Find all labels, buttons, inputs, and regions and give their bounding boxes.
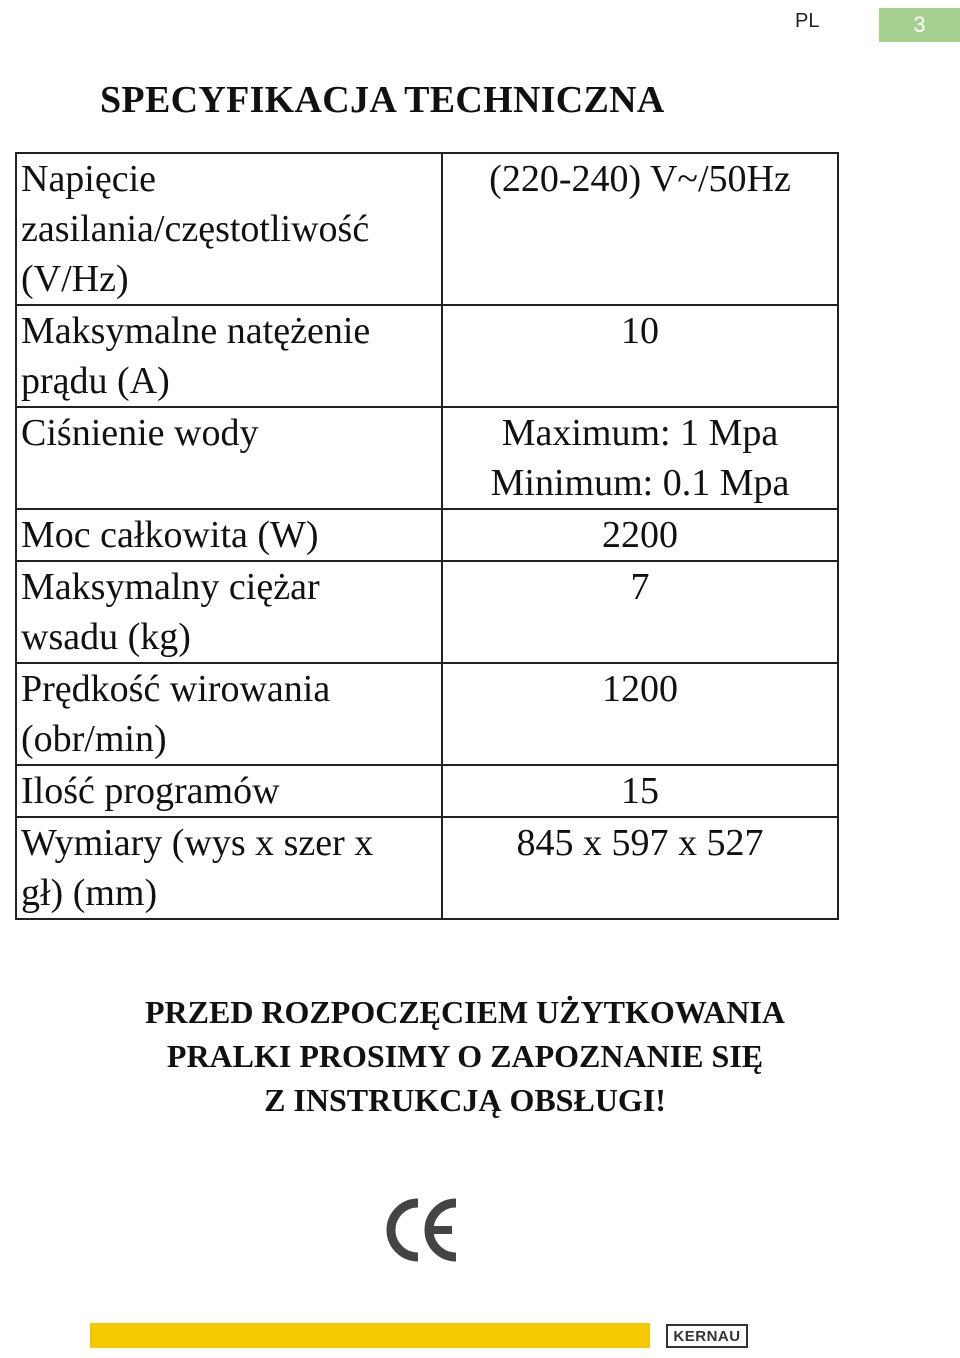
spec-label-line: wsadu (kg) — [21, 616, 191, 658]
spec-label-line: gł) (mm) — [21, 872, 158, 914]
spec-label — [16, 153, 442, 305]
spec-label-line: Prędkość wirowania — [21, 668, 331, 710]
ce-mark-icon — [380, 1195, 460, 1270]
spec-label-line: prądu (A) — [21, 360, 170, 402]
spec-value-line: 845 x 597 x 527 — [516, 822, 764, 864]
footer-bar — [90, 1323, 650, 1348]
spec-label-line: Moc całkowita (W) — [21, 514, 319, 556]
spec-value-line: (220-240) V~/50Hz — [489, 158, 791, 200]
spec-row — [16, 663, 838, 765]
spec-value — [442, 817, 838, 919]
spec-label — [16, 407, 442, 509]
spec-row — [16, 407, 838, 509]
language-label: PL — [795, 10, 820, 32]
notice-line: PRALKI PROSIMY O ZAPOZNANIE SIĘ — [166, 1038, 764, 1074]
spec-label — [16, 509, 442, 561]
spec-label-line: Wymiary (wys x szer x — [21, 822, 374, 864]
spec-label-line: zasilania/częstotliwość — [21, 208, 370, 250]
spec-row — [16, 817, 838, 919]
spec-row — [16, 153, 838, 305]
spec-label — [16, 663, 442, 765]
usage-notice — [60, 990, 870, 1122]
spec-label-line: Maksymalny ciężar — [21, 566, 320, 608]
spec-value-line: Maximum: 1 Mpa — [501, 412, 779, 454]
spec-value — [442, 765, 838, 817]
spec-label-line: Maksymalne natężenie — [21, 310, 371, 352]
spec-label-line: Napięcie — [21, 158, 157, 200]
spec-label — [16, 817, 442, 919]
spec-value — [442, 305, 838, 407]
spec-value — [442, 509, 838, 561]
spec-label — [16, 561, 442, 663]
spec-value — [442, 561, 838, 663]
page-title: SPECYFIKACJA TECHNICZNA — [100, 79, 665, 121]
notice-line: Z INSTRUKCJĄ OBSŁUGI! — [264, 1082, 666, 1118]
spec-table — [15, 152, 839, 920]
spec-value-line: 10 — [621, 310, 659, 352]
page-number-badge: 3 — [879, 8, 960, 42]
notice-line: PRZED ROZPOCZĘCIEM UŻYTKOWANIA — [144, 994, 786, 1030]
spec-value-line: 7 — [630, 566, 650, 608]
spec-label — [16, 765, 442, 817]
spec-row — [16, 305, 838, 407]
spec-value — [442, 407, 838, 509]
spec-row — [16, 765, 838, 817]
spec-label-line: Ciśnienie wody — [21, 412, 259, 454]
spec-value-line: 15 — [621, 770, 659, 812]
spec-label-line: Ilość programów — [21, 770, 280, 812]
spec-label-line: (obr/min) — [21, 718, 167, 760]
spec-row — [16, 561, 838, 663]
spec-row — [16, 509, 838, 561]
spec-value-line: Minimum: 0.1 Mpa — [490, 462, 790, 504]
spec-value — [442, 663, 838, 765]
spec-label-line: (V/Hz) — [21, 258, 129, 300]
spec-value-line: 2200 — [602, 514, 678, 556]
spec-value — [442, 153, 838, 305]
spec-value-line: 1200 — [602, 668, 678, 710]
brand-logo: KERNAU — [666, 1324, 748, 1348]
spec-label — [16, 305, 442, 407]
